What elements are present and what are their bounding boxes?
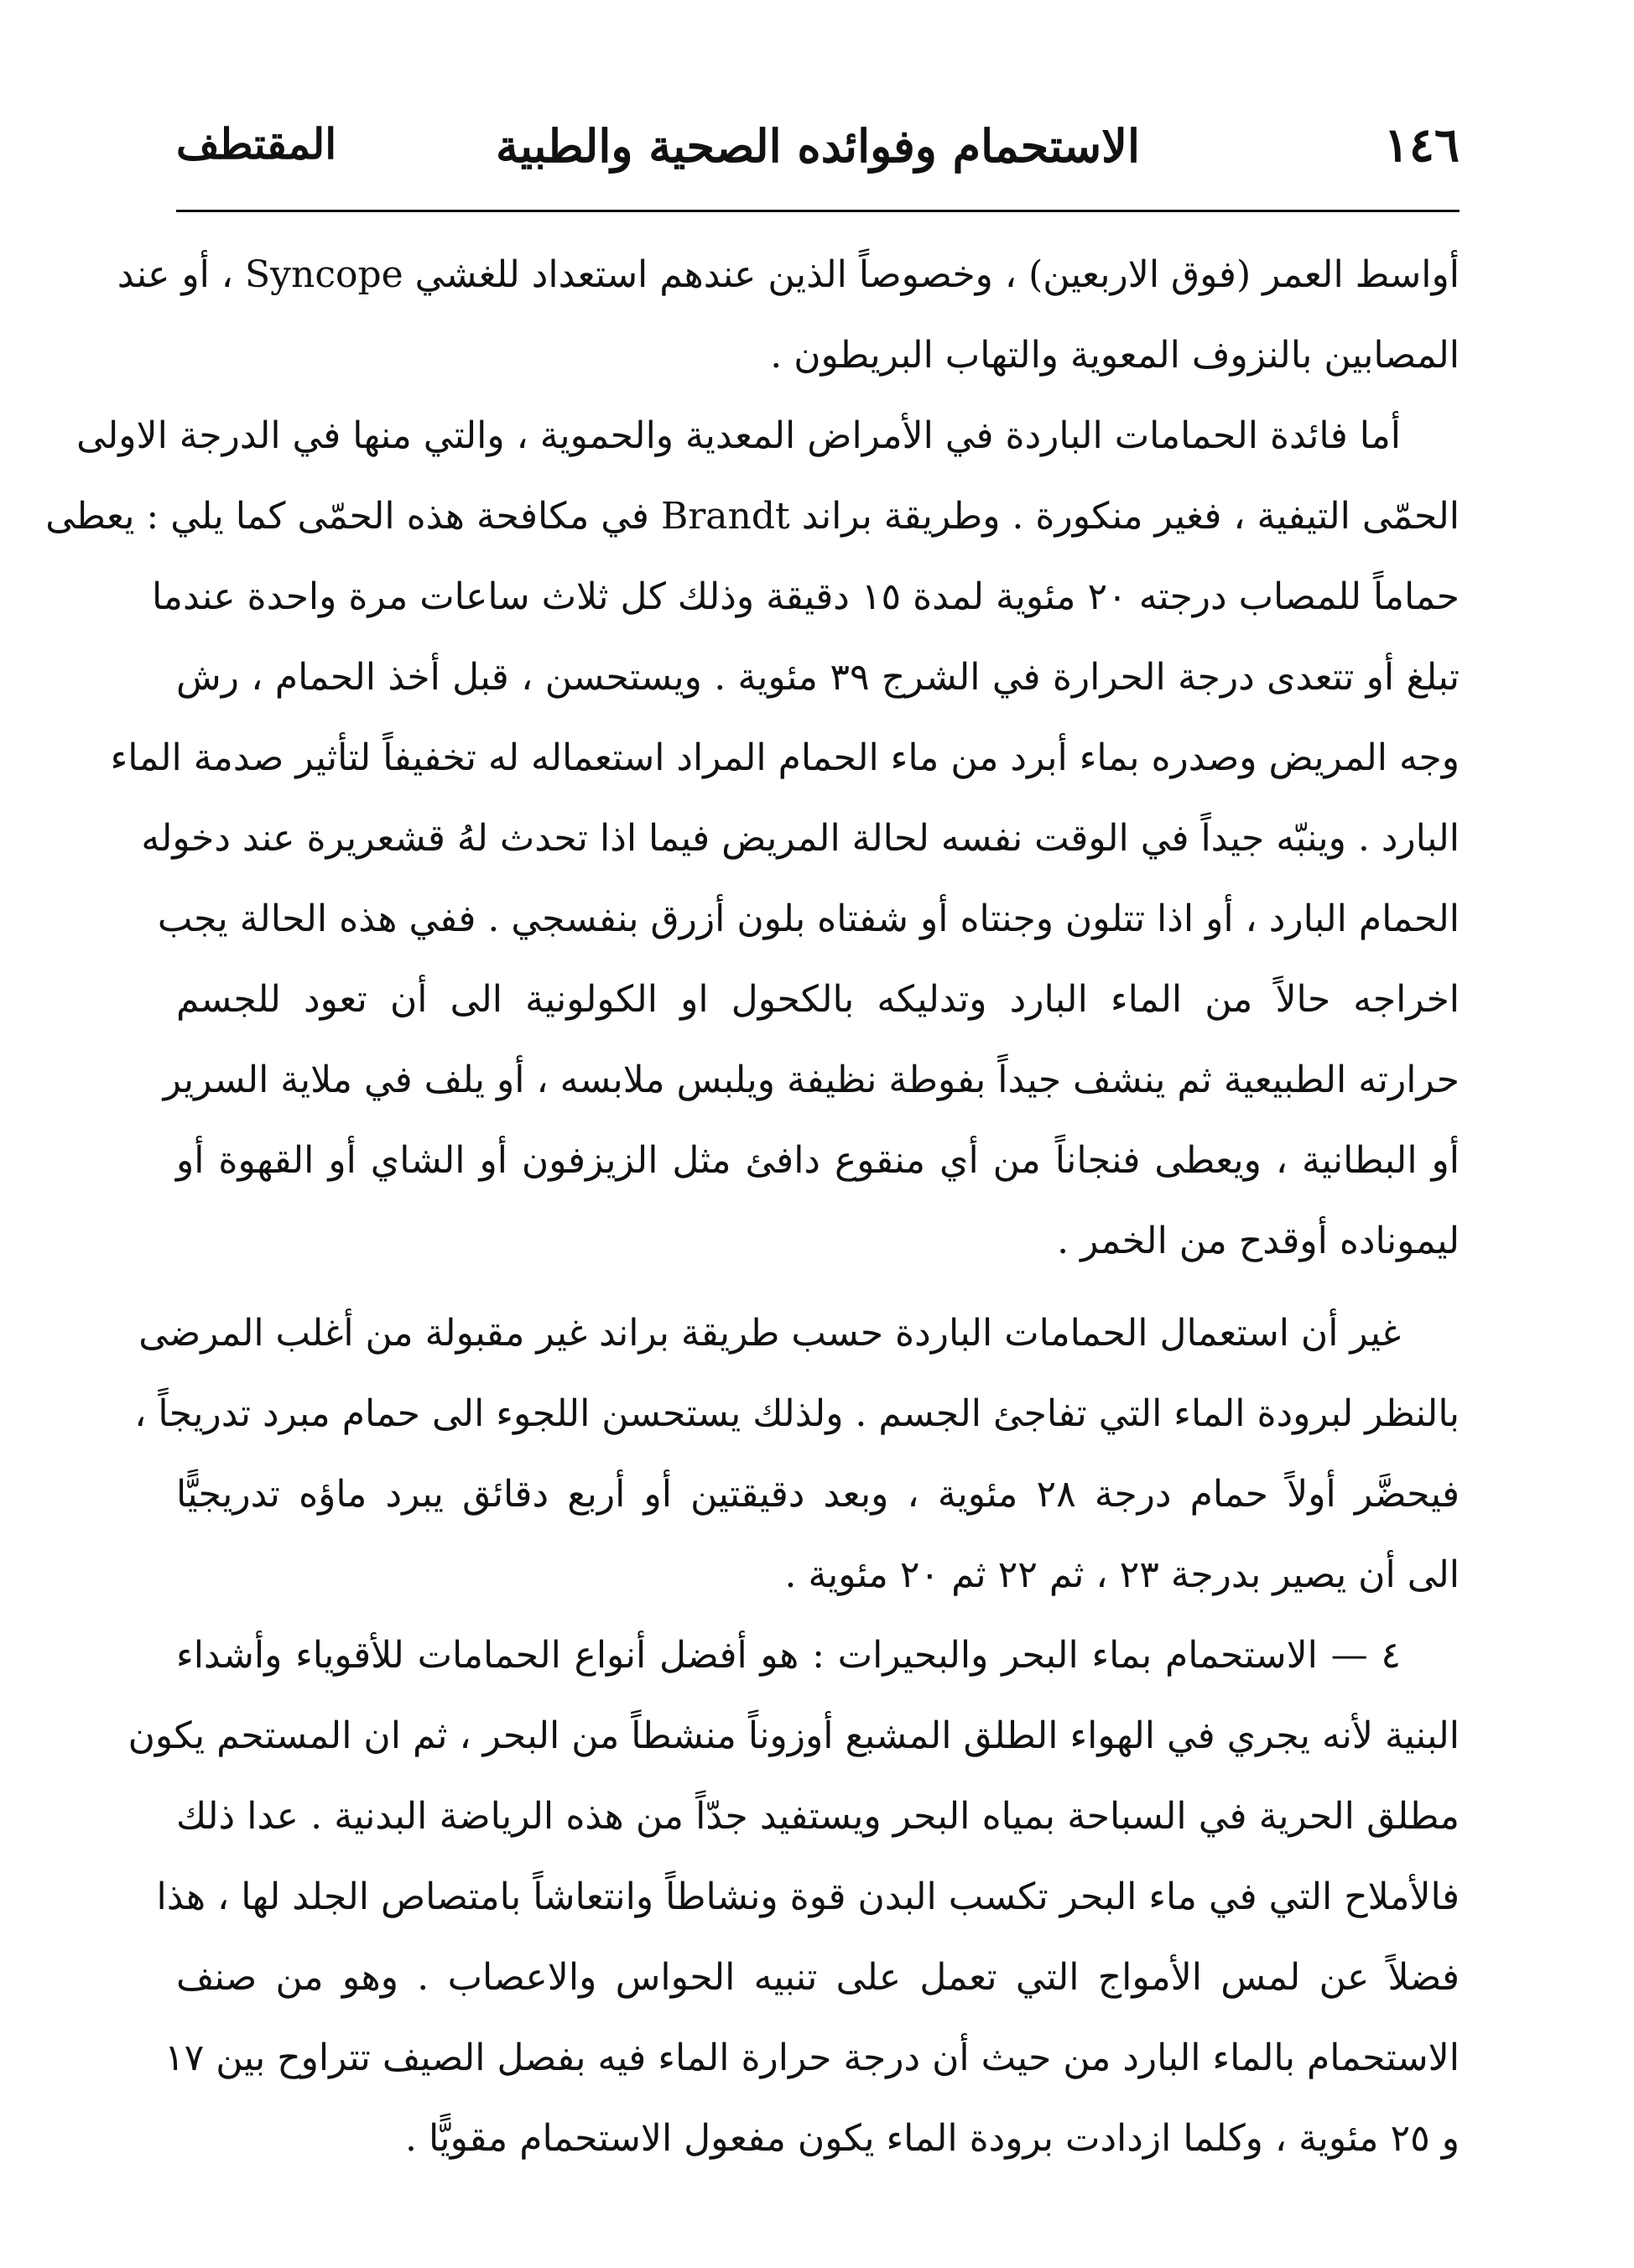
text-line: حرارته الطبيعية ثم ينشف جيداً بفوطة نظيفة ويلبس ملابسه ، أو يلف في ملاية السرير — [163, 1059, 1460, 1101]
page-number: ١٤٦ — [1383, 117, 1460, 173]
paragraph-3 — [134, 1293, 1460, 1615]
text-line: البارد . وينبّه جيداً في الوقت نفسه لحالة المريض فيما اذا تحدث لهُ قشعريرة عند دخوله — [141, 817, 1460, 860]
text-line: البنية لأنه يجري في الهواء الطلق المشبع أوزوناً منشطاً من البحر ، ثم ان المستحم يكون — [127, 1714, 1460, 1757]
journal-name: المقتطف — [176, 119, 337, 169]
text-line: أو البطانية ، ويعطى فنجاناً من أي منقوع دافئ مثل الزيزفون أو الشاي أو القهوة أو — [176, 1139, 1460, 1182]
paragraph-gap — [176, 1282, 1460, 1293]
text-line: غير أن استعمال الحمامات الباردة حسب طريقة براند غير مقبولة من أغلب المرضى — [138, 1312, 1401, 1355]
text-line: أواسط العمر (فوق الاربعين) ، وخصوصاً الذين عندهم استعداد للغشي Syncope ، أو عند — [117, 253, 1460, 296]
header-rule — [176, 210, 1460, 212]
page-header — [176, 109, 1460, 185]
text-line: الى أن يصير بدرجة ٢٣ ، ثم ٢٢ ثم ٢٠ مئوية . — [784, 1553, 1460, 1596]
text-line: بالنظر لبرودة الماء التي تفاجئ الجسم . ولذلك يستحسن اللجوء الى حمام مبرد تدريجاً ، — [134, 1392, 1460, 1435]
text-line: اخراجه حالاً من الماء البارد وتدليكه بالكحول او الكولونية الى أن تعود للجسم — [176, 978, 1460, 1021]
paragraph-1 — [117, 235, 1460, 396]
text-line: فيحضَّر أولاً حمام درجة ٢٨ مئوية ، وبعد دقيقتين أو أربع دقائق يبرد ماؤه تدريجيًّا — [176, 1473, 1460, 1516]
text-line: فالأملاح التي في ماء البحر تكسب البدن قوة ونشاطاً وانتعاشاً بامتصاص الجلد لها ، هذا — [156, 1875, 1460, 1918]
paragraph-4 — [127, 1615, 1460, 2179]
text-line: تبلغ أو تتعدى درجة الحرارة في الشرج ٣٩ مئوية . ويستحسن ، قبل أخذ الحمام ، رش — [176, 656, 1460, 699]
paragraph-2 — [45, 396, 1460, 1282]
text-line: ليموناده أوقدح من الخمر . — [1057, 1220, 1460, 1262]
text-line: و ٢٥ مئوية ، وكلما ازدادت برودة الماء يكون مفعول الاستحمام مقويًّا . — [405, 2117, 1460, 2160]
text-line: الحمام البارد ، أو اذا تتلون وجنتاه أو شفتاه بلون أزرق بنفسجي . ففي هذه الحالة يجب — [157, 897, 1460, 940]
article-body — [45, 235, 1460, 2179]
text-line: حماماً للمصاب درجته ٢٠ مئوية لمدة ١٥ دقيقة وذلك كل ثلاث ساعات مرة واحدة عندما — [151, 575, 1460, 618]
text-line: ٤ — الاستحمام بماء البحر والبحيرات : هو أفضل أنواع الحمامات للأقوياء وأشداء — [176, 1634, 1401, 1677]
text-line: المصابين بالنزوف المعوية والتهاب البريطون . — [770, 334, 1460, 377]
text-line: وجه المريض وصدره بماء أبرد من ماء الحمام المراد استعماله له تخفيفاً لتأثير صدمة الماء — [110, 736, 1460, 779]
text-line: أما فائدة الحمامات الباردة في الأمراض المعدية والحموية ، والتي منها في الدرجة الاولى — [76, 414, 1401, 457]
text-line: مطلق الحرية في السباحة بمياه البحر ويستفيد جدّاً من هذه الرياضة البدنية . عدا ذلك — [176, 1795, 1460, 1838]
text-line: الاستحمام بالماء البارد من حيث أن درجة حرارة الماء فيه بفصل الصيف تتراوح بين ١٧ — [164, 2037, 1460, 2079]
text-line: الحمّى التيفية ، فغير منكورة . وطريقة براند Brandt في مكافحة هذه الحمّى كما يلي : يعطى — [45, 495, 1460, 538]
running-title: الاستحمام وفوائده الصحية والطبية — [496, 119, 1140, 173]
text-line: فضلاً عن لمس الأمواج التي تعمل على تنبيه الحواس والاعصاب . وهو من صنف — [176, 1956, 1460, 1999]
